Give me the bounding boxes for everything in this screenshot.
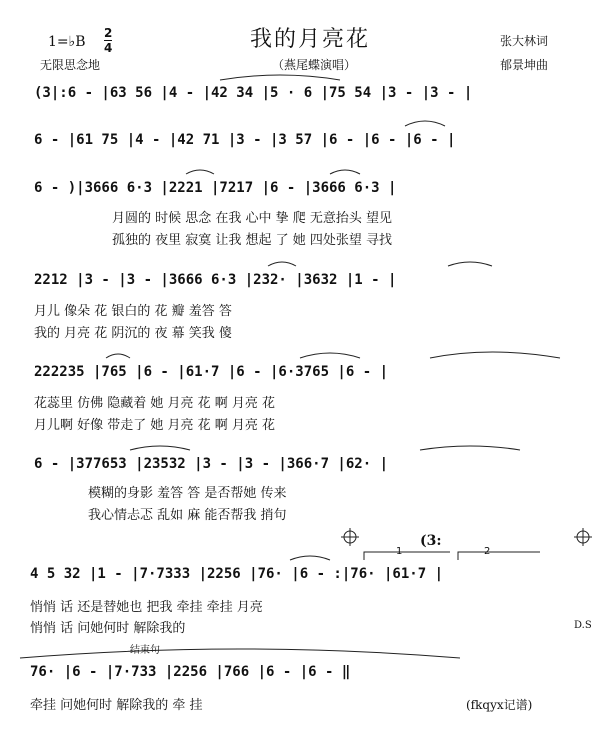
score-line-1-notes: (3|:6 - |63 56 |4 - |42 34 |5 · 6 |75 54 |3 - |3 - | [34,85,473,101]
score-line-6-notes: 6 - |377653 |23532 |3 - |3 - |366·7 |62· | [34,456,389,472]
slur [330,170,360,174]
ending-label: 结束句 [130,645,160,656]
volta-bracket-2 [458,552,540,560]
slur [130,446,190,450]
dal-segno-mark: D.S [574,620,592,631]
performer: （燕尾蝶演唱） [272,58,357,72]
volta-1-label: 1 [396,546,403,557]
key-signature: 1=♭B [48,34,86,50]
lyricist: 张大林词 [500,34,549,48]
slur [300,353,360,358]
expression-mark: 无限思念地 [40,58,101,72]
slur [290,556,330,560]
score-line-4-notes: 2212 |3 - |3 - |3666 6·3 |232· |3632 |1 - | [34,272,397,288]
score-line-8-lyrics-1: 牵挂 问她何时 解除我的 牵 挂 [30,698,203,713]
slur [405,121,445,126]
score-line-7-notes: 4 5 32 |1 - |7·7333 |2256 |76· |6 - :|76· |61·7 | [30,566,444,582]
slur [430,352,560,358]
slur [20,649,460,658]
score-line-6-lyrics-1: 模糊的身影 羞答 答 是否帮她 传来 [88,486,287,501]
slur [420,446,520,450]
score-line-3-lyrics-2: 孤独的 夜里 寂寞 让我 想起 了 她 四处张望 寻找 [112,233,393,248]
score-line-7-lyrics-1: 悄悄 话 还是替她也 把我 牵挂 牵挂 月亮 [30,600,263,615]
slur [448,262,492,266]
score-line-3-notes: 6 - )|3666 6·3 |2221 |7217 |6 - |3666 6·3 | [34,180,397,196]
score-line-4-lyrics-1: 月儿 像朵 花 银白的 花 瓣 羞答 答 [34,304,232,319]
volta-bracket-1 [364,552,450,560]
score-line-5-lyrics-2: 月儿啊 好像 带走了 她 月亮 花 啊 月亮 花 [34,418,276,433]
score-line-7-lyrics-2: 悄悄 话 问她何时 解除我的 [30,621,186,636]
score-line-5-notes: 222235 |765 |6 - |61·7 |6 - |6·3765 |6 - | [34,364,389,380]
page-title: 我的月亮花 [250,27,371,52]
volta-repeat-mark: (3: [420,533,442,549]
composer: 郁景坤曲 [500,58,549,72]
score-line-3-lyrics-1: 月圆的 时候 思念 在我 心中 挚 爬 无意抬头 望见 [112,211,393,226]
time-signature-bottom: 4 [104,41,113,55]
slur [106,354,130,358]
slur [186,170,214,174]
slur [268,262,296,266]
score-line-6-lyrics-2: 我心情忐忑 乱如 麻 能否帮我 捎句 [88,508,287,523]
score-line-8-notes: 76· |6 - |7·733 |2256 |766 |6 - |6 - ‖ [30,664,351,680]
volta-2-label: 2 [484,546,491,557]
score-line-4-lyrics-2: 我的 月亮 花 阴沉的 夜 幕 笑我 傻 [34,326,232,341]
time-signature-top: 2 [104,26,113,40]
transcriber-credit: (fkqyx记谱) [466,698,533,712]
score-line-2-notes: 6 - |61 75 |4 - |42 71 |3 - |3 57 |6 - |6 - |6 - | [34,132,456,148]
score-line-5-lyrics-1: 花蕊里 仿佛 隐藏着 她 月亮 花 啊 月亮 花 [34,396,276,411]
slur [220,75,340,80]
